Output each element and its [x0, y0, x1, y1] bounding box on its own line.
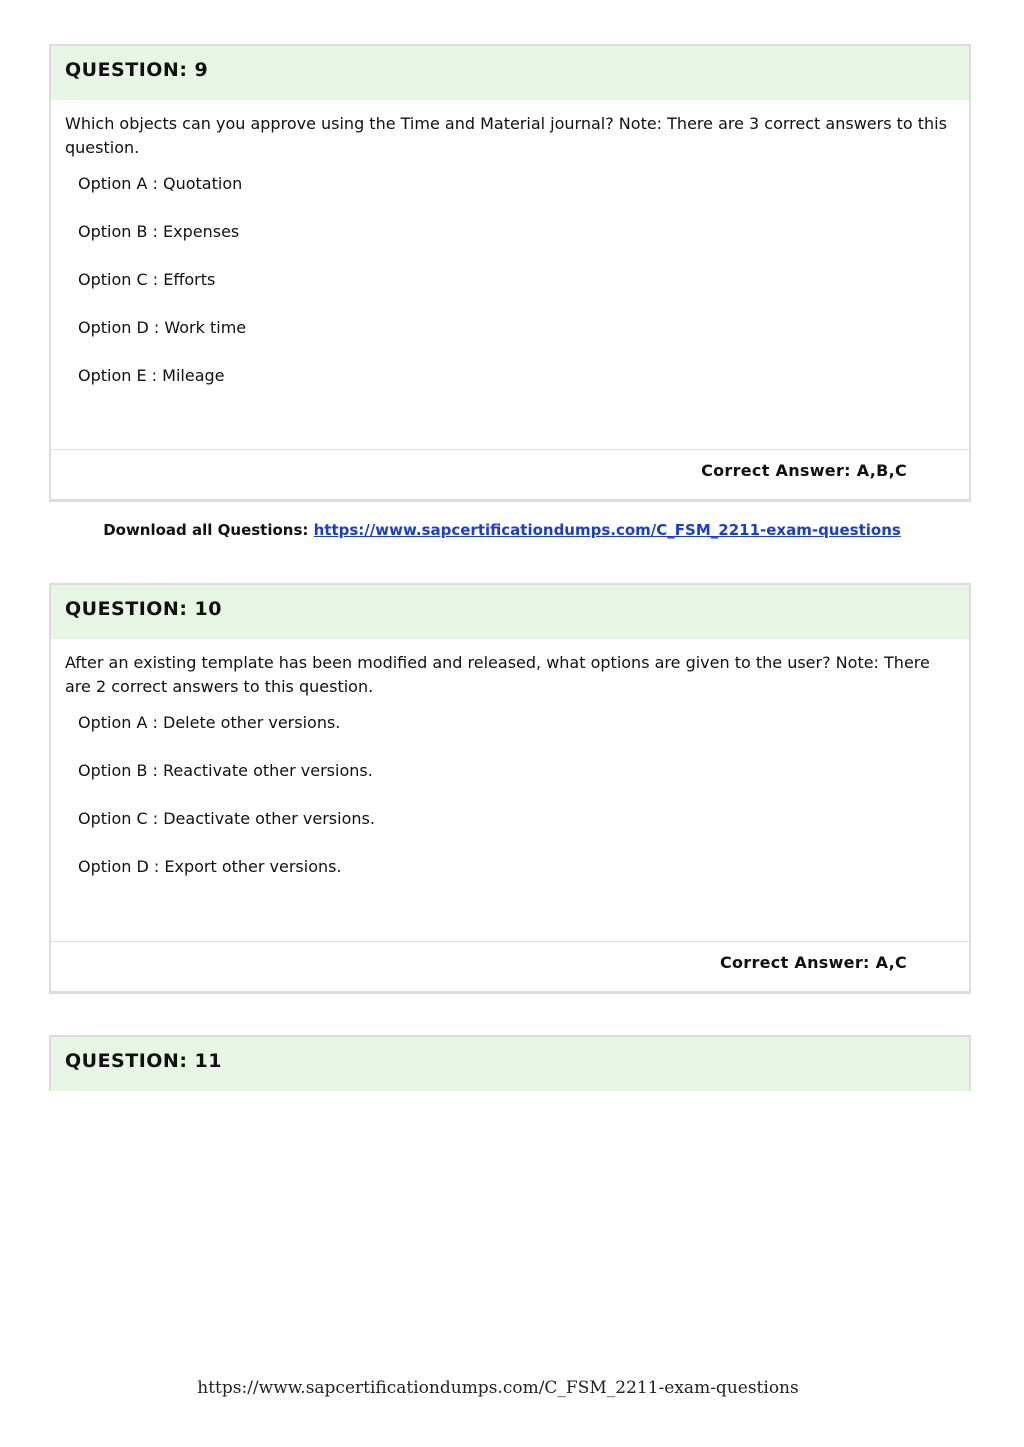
- option-a: Option A : Delete other versions.: [78, 713, 341, 732]
- question-card-10: [49, 583, 971, 994]
- page-footer-url: https://www.sapcertificationdumps.com/C_FSM_2211-exam-questions: [197, 1378, 799, 1398]
- question-header: QUESTION: 11: [51, 1037, 969, 1091]
- question-card-11: [49, 1035, 971, 1091]
- download-link[interactable]: https://www.sapcertificationdumps.com/C_FSM_2211-exam-questions: [313, 521, 901, 539]
- option-d: Option D : Work time: [78, 318, 247, 337]
- question-text: Which objects can you approve using the Time and Material journal? Note: There are 3 correct answers to this question.: [65, 114, 947, 157]
- option-b: Option B : Expenses: [78, 222, 240, 241]
- question-text: After an existing template has been modified and released, what options are given to the user? Note: There are 2 correct answers to this question.: [65, 653, 930, 696]
- correct-answer: Correct Answer: A,C: [51, 941, 969, 991]
- question-body: [51, 639, 969, 879]
- option-a: Option A : Quotation: [78, 174, 243, 193]
- option-e: Option E : Mileage: [78, 366, 225, 385]
- download-label: Download all Questions:: [103, 521, 314, 539]
- option-c: Option C : Deactivate other versions.: [78, 809, 375, 828]
- correct-answer: Correct Answer: A,B,C: [51, 449, 969, 499]
- option-b: Option B : Reactivate other versions.: [78, 761, 373, 780]
- question-header: QUESTION: 10: [51, 585, 969, 639]
- option-d: Option D : Export other versions.: [78, 857, 342, 876]
- question-header: QUESTION: 9: [51, 46, 969, 100]
- download-line: [0, 521, 1004, 539]
- option-c: Option C : Efforts: [78, 270, 216, 289]
- question-body: [51, 100, 969, 388]
- question-card-9: [49, 44, 971, 502]
